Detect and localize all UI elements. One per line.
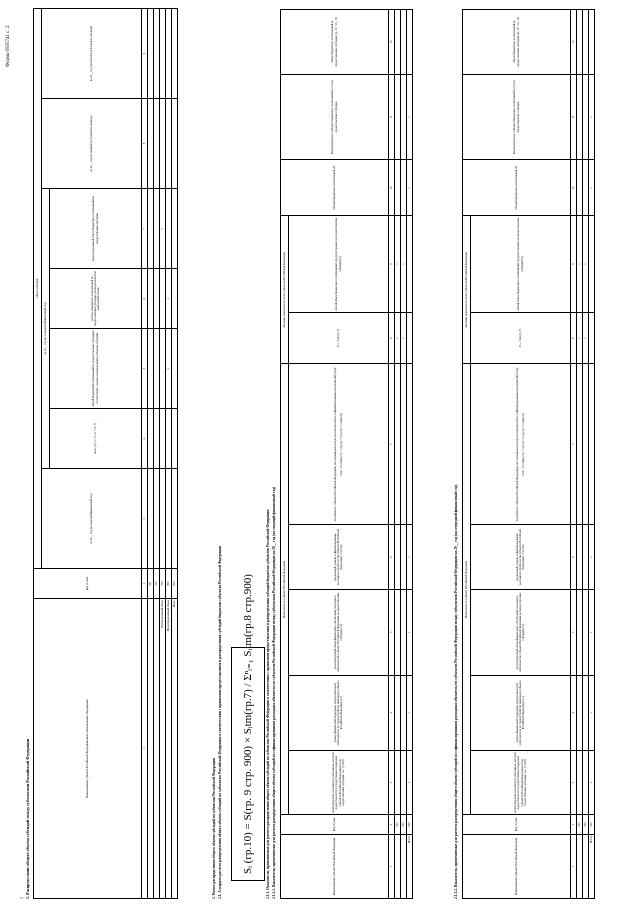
t3-num: 6 [571,525,577,589]
t2-col-i1: прогнозируемая численность работников, которым предоставляется государственная поддержка субъектов Российской Федерации в году предоставления субсидии, чел. (Vczm) [289,750,389,814]
t2-col-i4: предельный уровень софинансирования расходного обязательства субъекта Российской Федерации, % (Ucm) [289,525,389,589]
t3-i5-label: потребность субъекта Российской Федерации, рассчитываемая исходя из показателей по софинансированию мероприятий (Sᵢtm) [515,367,519,522]
t1-col-p1: на 20__ год (на первый год планового периода) [42,99,142,189]
row-code: 900 [407,815,413,834]
x-cell: x [589,160,595,216]
x-cell: x [407,675,413,750]
t2-i5-formula: Sᵢtm = (Vᵢczm(гр.3) × Cᵢ(гр.4) + Vᵢ(гр.5)) × Uᵢcm(гр.6) [340,413,344,476]
t2-num: 2 [389,815,395,834]
t1-num: 4 [142,409,148,469]
table-distribution [33,8,178,899]
t2-col-indicators: Показатели по субъекту Российской Федерации [281,364,289,815]
row-code: 800 [166,569,172,599]
formula: Sᵢ (гр.10) = S(гр. 9 стр. 900) × Sᵢtm(гр.7) / Σⁿᵢ₌₁ Sᵢtm(гр.8 стр.900) [242,574,254,874]
section21-title: 2.1. Алгоритм расчета распределения общего объема субсидий по субъектам Российской Федерации в соответствии с правилами предоставления и распределения субсидий бюджетам субъектов Российской Федерации [218,546,222,899]
t1-num: 3 [142,469,148,569]
t2-i5-label: потребность субъекта Российской Федерации, рассчитываемая исходя из показателей по софинансированию мероприятий (Sᵢtm) [333,367,337,522]
t3-col-i1: прогнозируемая численность работников, которым предоставляется государственная поддержка субъектов Российской Федерации в году предоставления субсидии, чел. (Vczm) [471,750,571,814]
t3-col-result: Объем бюджетных ассигнований на предоставление субсидии (гр. 10 + гр. 11) [463,10,571,75]
t3-col-code: Код строки [463,815,571,834]
t3-num: 5 [571,589,577,675]
t2-col-coef: Корректирующее субъекта бюджетных ассигнований в случае предоставления субсидии [281,74,389,160]
row-code: 001 [577,815,583,834]
t1-num: 7 [142,189,148,269]
x-cell: x [407,160,413,216]
t3-num: 2 [571,815,577,834]
t3-col-indicators: Показатели по субъекту Российской Федерации [463,364,471,815]
section2112-title: 2.1.1.2. Показатели, применяемые для расчета распределения общего объема субсидий по софинансированию расходных обязательств субъектов Российской Федерации между субъектами Российской Федерации на 20__ год (на очередной финансовый год) [454,484,458,899]
x-cell: x [407,750,413,814]
x-cell: x [589,750,595,814]
t2-num: 9 [389,216,395,313]
t3-num: 4 [571,675,577,750]
sum-label: Итого [172,599,178,899]
row-code: 002 [583,815,589,834]
x-cell: x [395,216,401,313]
t2-num: 12 [389,10,395,75]
x-cell: x [577,216,583,313]
t1-col-code: Код строки [34,569,142,599]
x-cell: x [407,589,413,675]
t1-col-cur: на 20__ год (на текущий финансовый год) [42,469,142,569]
t3-col-i2: размер финансовой поддержки, предоставляемой работодателю по трудоустройству инвалидов субъекта Российской Федерации (Ci) [471,675,571,750]
x-cell: x [589,675,595,750]
t1-col-subs: Объем субсидии [34,8,42,568]
t2-num: 6 [389,525,395,589]
x-cell: x [166,269,172,329]
t3-num: 8 [571,312,577,364]
t1-col-next: на 20__ год (на очередной финансовый год) [42,189,50,469]
formula-box [231,574,265,881]
row-code: 001 [148,569,154,599]
t1-num: 6 [142,269,148,329]
x-cell: x [407,525,413,589]
t2-col-total-subj: Значение показателя по всем субъектам Российской Федерации [281,216,289,364]
table-row [407,10,413,899]
t3-col-total-budget: Общий бюджетных ассигнований (S) [463,160,571,216]
t3-col-i5 [471,364,571,525]
t3-col-subject: Наименование субъекта Российской Федерации [463,834,571,898]
t3-col-sum: Σⁿᵢ₌₁ Sᵢtm (гр.7) [471,312,571,364]
x-cell: x [401,312,407,364]
t1-num: 9 [142,8,148,98]
t3-num: 3 [571,750,577,814]
total-label: Итого [407,834,413,898]
x-cell: x [583,312,589,364]
x-cell: x [577,312,583,364]
t1-col-b: которое бюджетных ассигнований на предоставление субсидии, распределяемой на конкурсной основе [50,269,142,329]
table-indicators-current [280,9,413,899]
x-cell: x [589,525,595,589]
t2-col-sum: Σⁿᵢ₌₁ Sᵢtm (гр.7) [289,312,389,364]
t3-col-total-subj: Значение показателя по всем субъектам Российской Федерации [463,216,471,364]
x-cell: x [160,189,166,269]
t1-num: 8 [142,99,148,189]
t2-col-i2: размер финансовой поддержки, предоставляемой работодателю по трудоустройству инвалидов субъекта Российской Федерации (Ci) [289,675,389,750]
t2-col-i5 [289,364,389,525]
t2-col-total-budget: Общий бюджетных ассигнований (S) [281,160,389,216]
t3-num: 11 [571,74,577,160]
row-code: 001 [395,815,401,834]
section2111-title: 2.1.1.1. Показатели, применяемые для расчета распределения общего объема субсидий по софинансированию расходных обязательств субъектов Российской Федерации между субъектами Российской Федерации на 20__ год (на текущий финансовый год) [272,486,276,899]
t3-col-total-need: общий объем бюджетных ассигнований, предусмотренных на предоставление субсидий (S) [471,216,571,313]
t2-col-subject: Наименование субъекта Российской Федерации [281,834,389,898]
table-row [589,10,595,899]
t3-num: 10 [571,160,577,216]
t3-num: 9 [571,216,577,313]
t2-col-code: Код строки [281,815,389,834]
x-cell: x [589,589,595,675]
t2-num: 8 [389,312,395,364]
t3-col-i4: предельный уровень софинансирования расходного обязательства субъекта Российской Федерации, % (Ucm) [471,525,571,589]
t3-i5-formula: Sᵢtm = (Vᵢczm(гр.3) × Cᵢ(гр.4) + Vᵢ(гр.5)) × Uᵢcm(гр.6) [522,413,526,476]
t2-num: 11 [389,74,395,160]
t2-num: 3 [389,750,395,814]
row-code: 900 [172,569,178,599]
section1-title: 1. Распределение общего объема субсидий между субъектами Российской Федерации [25,738,30,899]
x-cell: x [395,312,401,364]
t2-col-result: Объем бюджетных ассигнований на предоставление субсидии (гр. 10 + гр. 11) [281,10,389,75]
t2-num: 4 [389,675,395,750]
section211-title: 2.1.1. Показатели, применяемые для расчета распределения общего объема субсидий по субъектам Российской Федерации в соответствии с правилами предоставления и распределения субсидий бюджетам субъектов Российской Федерации [266,509,270,899]
row-code: 900 [589,815,595,834]
table-row [172,8,178,898]
t1-col-name: Наименование субъекта Российской Федерации/иного наименования объединения [34,599,142,899]
x-cell: x [166,329,172,409]
row-code: 700 [160,569,166,599]
t2-num: 7 [389,364,395,525]
t1-col-p2: на 20__ год (на второй год планового периода) [42,8,142,98]
table-indicators-next [462,9,595,899]
t3-col-i3: прогнозируемый объем финансового обеспечения расходного обязательства субъекта Российской Федерации на предоставление субсидий (Vi) [471,589,571,675]
x-cell: x [589,74,595,160]
row-code: 002 [401,815,407,834]
t1-num: 2 [142,569,148,599]
x-cell: x [407,74,413,160]
section2-title: 2. Расчет распределения общего объема субсидий по субъектам Российской Федерации [212,758,216,899]
t3-num: 7 [571,364,577,525]
t1-col-total: всего (гр. 5 + гр. 6 + гр. 7) [50,409,142,469]
top-note: 1 [19,896,24,899]
t2-num: 5 [389,589,395,675]
t1-num: 1 [142,599,148,899]
t2-col-total-need: общий объем бюджетных ассигнований, предусмотренных на предоставление субсидий (S) [289,216,389,313]
x-cell: x [401,216,407,313]
total-label: Итого [589,834,595,898]
t2-num: 10 [389,160,395,216]
sum-label: Распределенный объем [160,599,166,899]
t2-col-i3: прогнозируемый объем финансового обеспечения расходного обязательства субъекта Российской Федерации на предоставление субсидий (Vi) [289,589,389,675]
t3-num: 1 [571,834,577,898]
sum-label: Нераспределенный объем [166,599,172,899]
t1-col-a: общий бюджетный ассигнований на предоставление субсидии в соответствии с заранее распределенным объемом субсидий [50,329,142,409]
form-label: Форма 0505741 с. 2 [6,25,11,67]
row-code: 002 [154,569,160,599]
t2-num: 1 [389,834,395,898]
t1-num: 5 [142,329,148,409]
t1-col-c: нераспределенный объем бюджетных ассигнований на предоставление субсидии [50,189,142,269]
x-cell: x [583,216,589,313]
t3-num: 12 [571,10,577,75]
t3-col-coef: Корректирующее субъекта бюджетных ассигнований в случае предоставления субсидии [463,74,571,160]
